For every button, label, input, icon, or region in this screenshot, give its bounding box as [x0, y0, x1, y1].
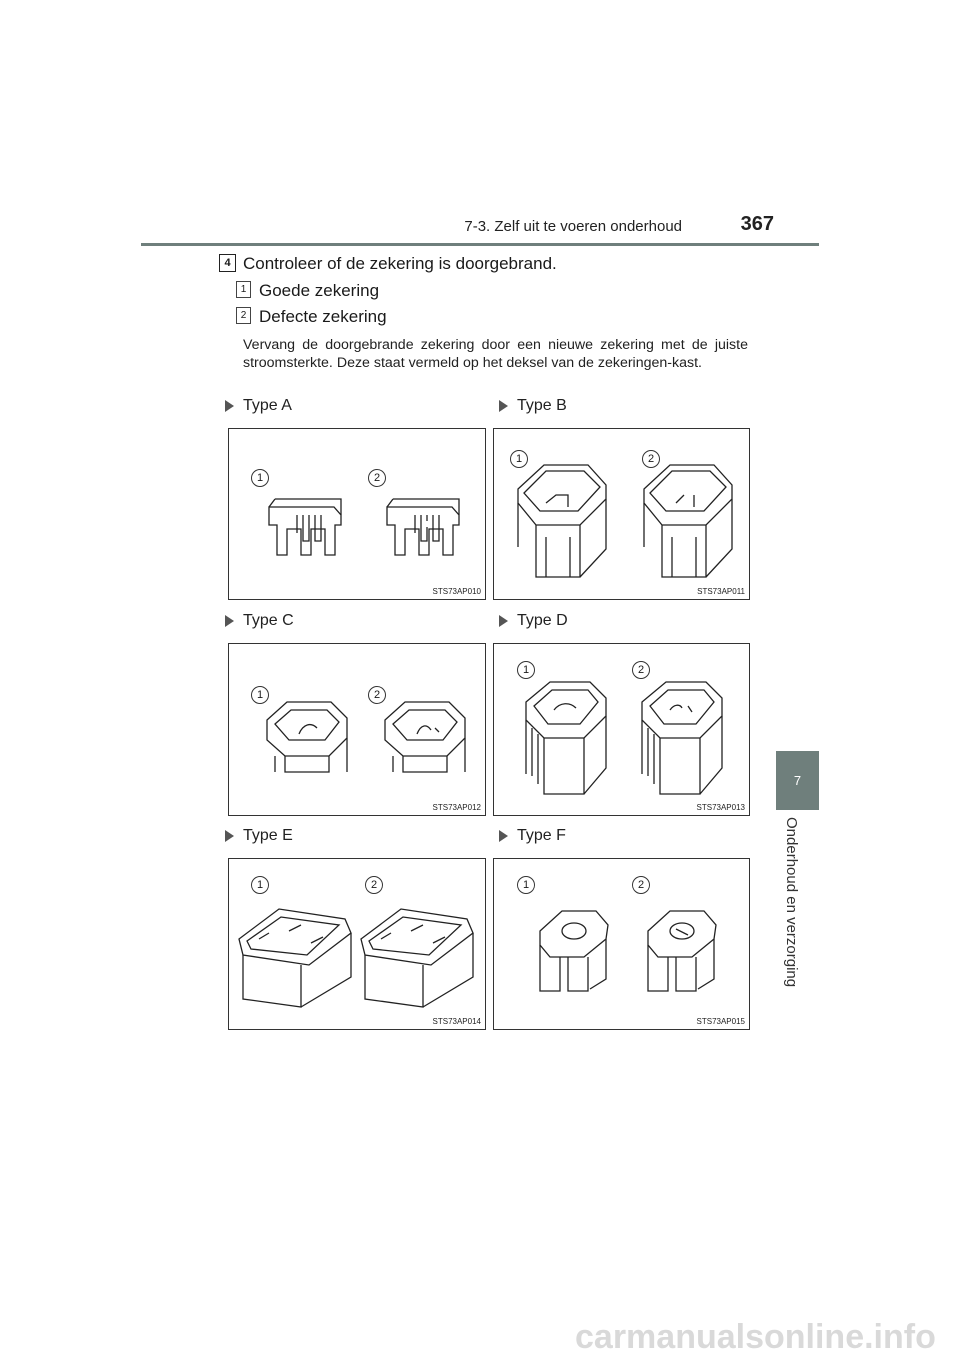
- callout-1: 1: [517, 661, 535, 679]
- callout-1: 1: [251, 469, 269, 487]
- callout-2: 2: [642, 450, 660, 468]
- callout-1: 1: [251, 686, 269, 704]
- triangle-bullet-icon: [225, 615, 234, 627]
- figure-type-c: [228, 643, 486, 816]
- type-d-label: Type D: [499, 612, 568, 630]
- item-text-1: Goede zekering: [259, 281, 380, 300]
- figure-type-d: [493, 643, 750, 816]
- figure-code: STS73AP013: [696, 803, 745, 812]
- type-e-label: Type E: [225, 827, 293, 845]
- type-c-label: Type C: [225, 612, 294, 630]
- female-fuse-illustration: [229, 644, 487, 817]
- type-b-label: Type B: [499, 397, 567, 415]
- figure-type-b: [493, 428, 750, 600]
- callout-1: 1: [251, 876, 269, 894]
- figure-code: STS73AP010: [432, 587, 481, 596]
- figure-code: STS73AP012: [432, 803, 481, 812]
- figure-code: STS73AP015: [696, 1017, 745, 1026]
- callout-2: 2: [632, 661, 650, 679]
- chapter-tab: [776, 751, 819, 810]
- triangle-bullet-icon: [225, 830, 234, 842]
- step-number-box: 4: [219, 254, 236, 272]
- triangle-bullet-icon: [499, 615, 508, 627]
- triangle-bullet-icon: [499, 830, 508, 842]
- chapter-title: Onderhoud en verzorging: [783, 817, 800, 988]
- figure-code: STS73AP011: [697, 587, 745, 596]
- figure-code: STS73AP014: [432, 1017, 481, 1026]
- item-marker-2: 2: [236, 307, 251, 324]
- callout-2: 2: [632, 876, 650, 894]
- callout-2: 2: [368, 686, 386, 704]
- chapter-number: 7: [793, 773, 802, 788]
- figure-type-a: [228, 428, 486, 600]
- cartridge-fuse-illustration: [494, 429, 751, 601]
- triangle-bullet-icon: [225, 400, 234, 412]
- callout-2: 2: [365, 876, 383, 894]
- figure-type-e: [228, 858, 486, 1030]
- step-text: Controleer of de zekering is doorgebrand.: [243, 254, 557, 273]
- replacement-note: Vervang de doorgebrande zekering door een nieuwe zekering met de juiste stroomsterkte. Deze staat vermeld op het deksel van de zekeringen-kast.: [243, 337, 748, 371]
- watermark: carmanualsonline.info: [575, 1318, 936, 1356]
- section-title: 7-3. Zelf uit te voeren onderhoud: [464, 218, 682, 235]
- callout-1: 1: [510, 450, 528, 468]
- header-rule: [141, 243, 819, 246]
- type-a-label: Type A: [225, 397, 292, 415]
- page-number: 367: [740, 213, 774, 235]
- blade-fuse-illustration: [229, 429, 487, 601]
- callout-1: 1: [517, 876, 535, 894]
- type-f-label: Type F: [499, 827, 566, 845]
- item-marker-1: 1: [236, 281, 251, 298]
- item-text-2: Defecte zekering: [259, 307, 387, 326]
- figure-type-f: [493, 858, 750, 1030]
- triangle-bullet-icon: [499, 400, 508, 412]
- callout-2: 2: [368, 469, 386, 487]
